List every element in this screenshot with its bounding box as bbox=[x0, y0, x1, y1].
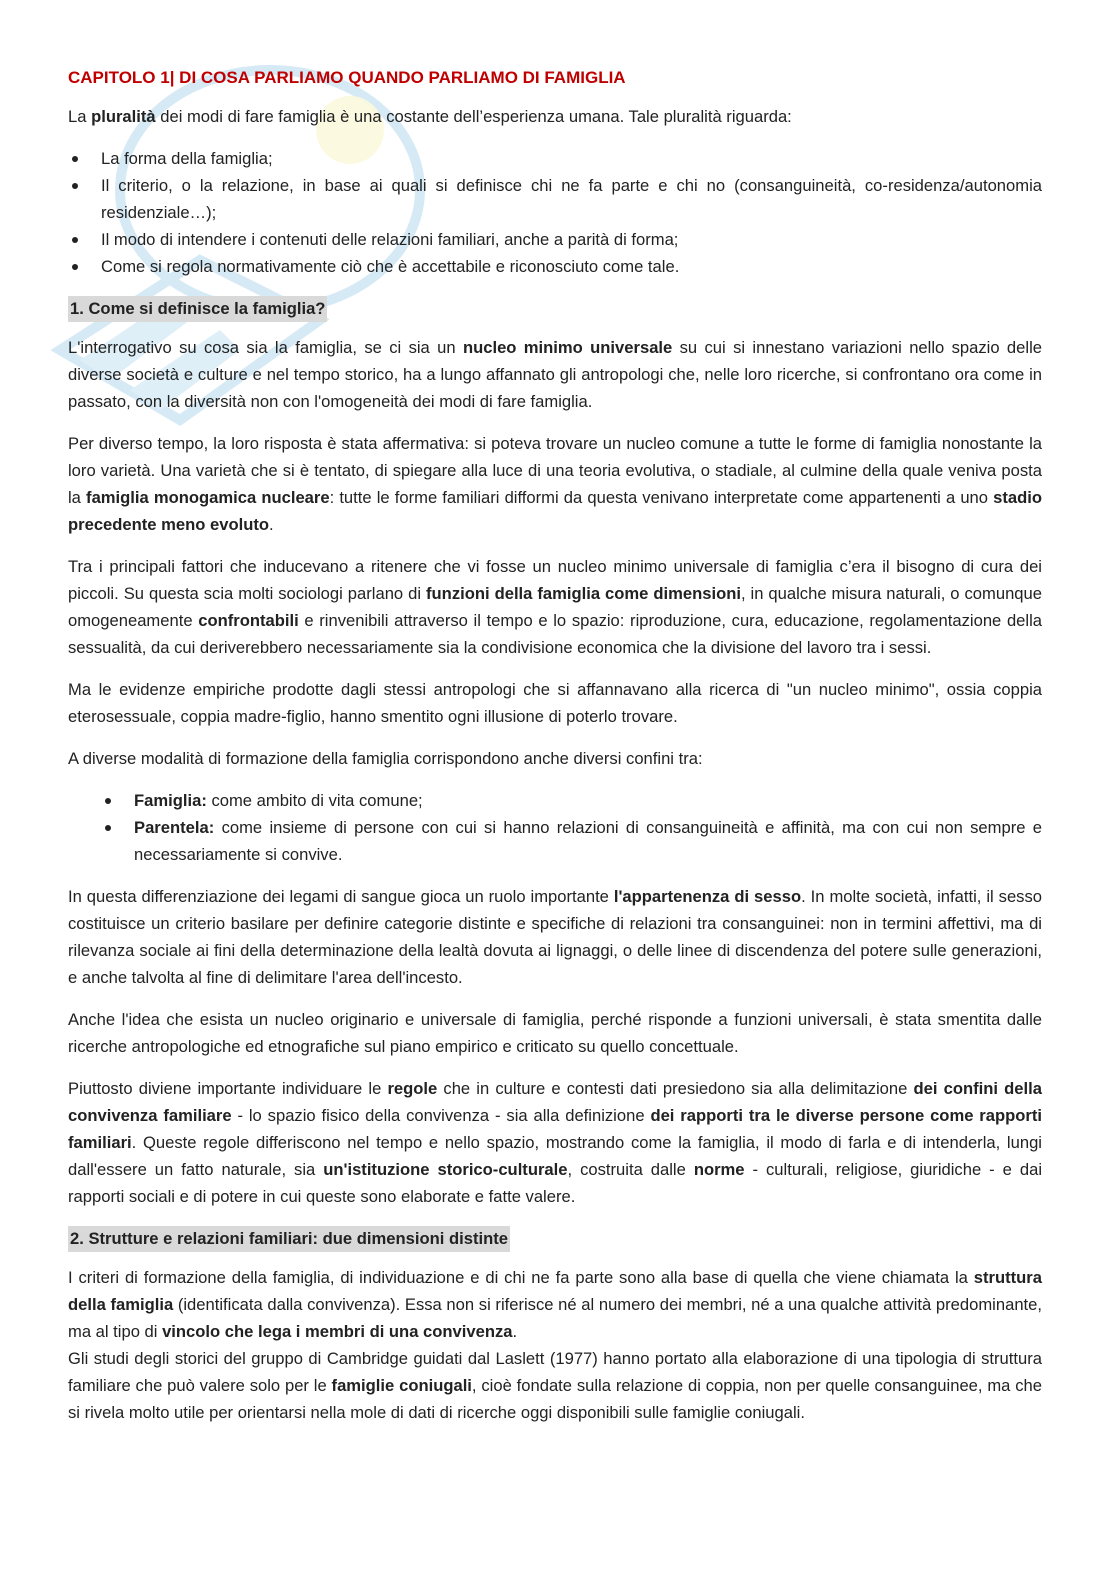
chapter-title: CAPITOLO 1| DI COSA PARLIAMO QUANDO PARLIAMO DI FAMIGLIA bbox=[68, 68, 626, 87]
paragraph: A diverse modalità di formazione della famiglia corrispondono anche diversi confini tra: bbox=[68, 749, 703, 768]
section-1-heading: 1. Come si definisce la famiglia? bbox=[68, 296, 327, 322]
paragraph: Piuttosto diviene importante individuare le regole che in culture e contesti dati presiedono sia alla delimitazione dei confini della convivenza familiare - lo spazio fisico della convivenza - sia alla definizione dei rapporti tra le diverse persone come rapporti familiari. Queste regole differiscono nel tempo e nello spazio, mostrando come la famiglia, il modo di farla e di intenderla, lungi dall'essere un fatto naturale, sia un'istituzione storico-culturale, costruita dalle norme - culturali, religiose, giuridiche - e dai rapporti sociali e di potere in cui queste sono elaborate e fatte valere. bbox=[68, 1079, 1043, 1206]
paragraph: Gli studi degli storici del gruppo di Cambridge guidati dal Laslett (1977) hanno portato alla elaborazione di una tipologia di struttura familiare che può valere solo per le famiglie coniugali, cioè fondate sulla relazione di coppia, non per quelle consanguinee, ma che si rivela molto utile per orientarsi nella mole di dati di ricerche oggi disponibili sulle famiglie coniugali. bbox=[68, 1349, 1042, 1422]
section-2-heading: 2. Strutture e relazioni familiari: due dimensioni distinte bbox=[68, 1226, 510, 1252]
intro-paragraph: La pluralità dei modi di fare famiglia è una costante dell’esperienza umana. Tale pluralità riguarda: bbox=[68, 107, 792, 126]
list-item: Il modo di intendere i contenuti delle relazioni familiari, anche a parità di forma; bbox=[68, 226, 1042, 253]
list-item: Il criterio, o la relazione, in base ai quali si definisce chi ne fa parte e chi no (consanguineità, co-residenza/autonomia residenziale…); bbox=[68, 172, 1042, 226]
document-page bbox=[68, 64, 1042, 1441]
intro-list bbox=[68, 145, 1042, 280]
paragraph: L'interrogativo su cosa sia la famiglia, se ci sia un nucleo minimo universale su cui si innestano variazioni nello spazio delle diverse società e culture e nel tempo storico, ha a lungo affannato gli antropologi che, nelle loro ricerche, si confrontano ora come in passato, con la diversità non con l'omogeneità dei modi di fare famiglia. bbox=[68, 338, 1042, 411]
paragraph: Per diverso tempo, la loro risposta è stata affermativa: si poteva trovare un nucleo comune a tutte le forme di famiglia nonostante la loro varietà. Una varietà che si è tentato, di spiegare alla luce di una teoria evolutiva, o stadiale, al culmine della quale veniva posta la famiglia monogamica nucleare: tutte le forme familiari difformi da questa venivano interpretate come appartenenti a uno stadio precedente meno evoluto. bbox=[68, 434, 1043, 534]
list-item: Famiglia: come ambito di vita comune; bbox=[68, 787, 1042, 814]
paragraph: Ma le evidenze empiriche prodotte dagli stessi antropologi che si affannavano alla ricerca di "un nucleo minimo", ossia coppia eterosessuale, coppia madre-figlio, hanno smentito ogni illusione di poterlo trovare. bbox=[68, 680, 1042, 726]
list-item: La forma della famiglia; bbox=[68, 145, 1042, 172]
paragraph: In questa differenziazione dei legami di sangue gioca un ruolo importante l'appartenenza di sesso. In molte società, infatti, il sesso costituisce un criterio basilare per definire categorie distinte e specifiche di relazioni tra consanguinei: non in termini affettivi, ma di rilevanza sociale ai fini della determinazione della lealtà dovuta ai lignaggi, o delle linee di discendenza del potere sulle generazioni, e anche talvolta al fine di delimitare l'area dell'incesto. bbox=[68, 887, 1043, 987]
paragraph: Tra i principali fattori che inducevano a ritenere che vi fosse un nucleo minimo universale di famiglia c’era il bisogno di cura dei piccoli. Su questa scia molti sociologi parlano di funzioni della famiglia come dimensioni, in qualche misura naturali, o comunque omogeneamente confrontabili e rinvenibili attraverso il tempo e lo spazio: riproduzione, cura, educazione, regolamentazione della sessualità, da cui deriverebbero necessariamente sia la condivisione economica che la divisione del lavoro tra i sessi. bbox=[68, 557, 1042, 657]
list-item: Come si regola normativamente ciò che è accettabile e riconosciuto come tale. bbox=[68, 253, 1042, 280]
paragraph: Anche l'idea che esista un nucleo originario e universale di famiglia, perché risponde a funzioni universali, è stata smentita dalle ricerche antropologiche ed etnografiche sul piano empirico e criticato su quello concettuale. bbox=[68, 1010, 1042, 1056]
confini-list bbox=[68, 787, 1042, 868]
paragraph: I criteri di formazione della famiglia, di individuazione e di chi ne fa parte sono alla base di quella che viene chiamata la struttura della famiglia (identificata dalla convivenza). Essa non si riferisce né al numero dei membri, né a una qualche attività predominante, ma al tipo di vincolo che lega i membri di una convivenza. bbox=[68, 1268, 1042, 1341]
list-item: Parentela: come insieme di persone con cui si hanno relazioni di consanguineità e affinità, ma con cui non sempre e necessariamente si convive. bbox=[68, 814, 1042, 868]
